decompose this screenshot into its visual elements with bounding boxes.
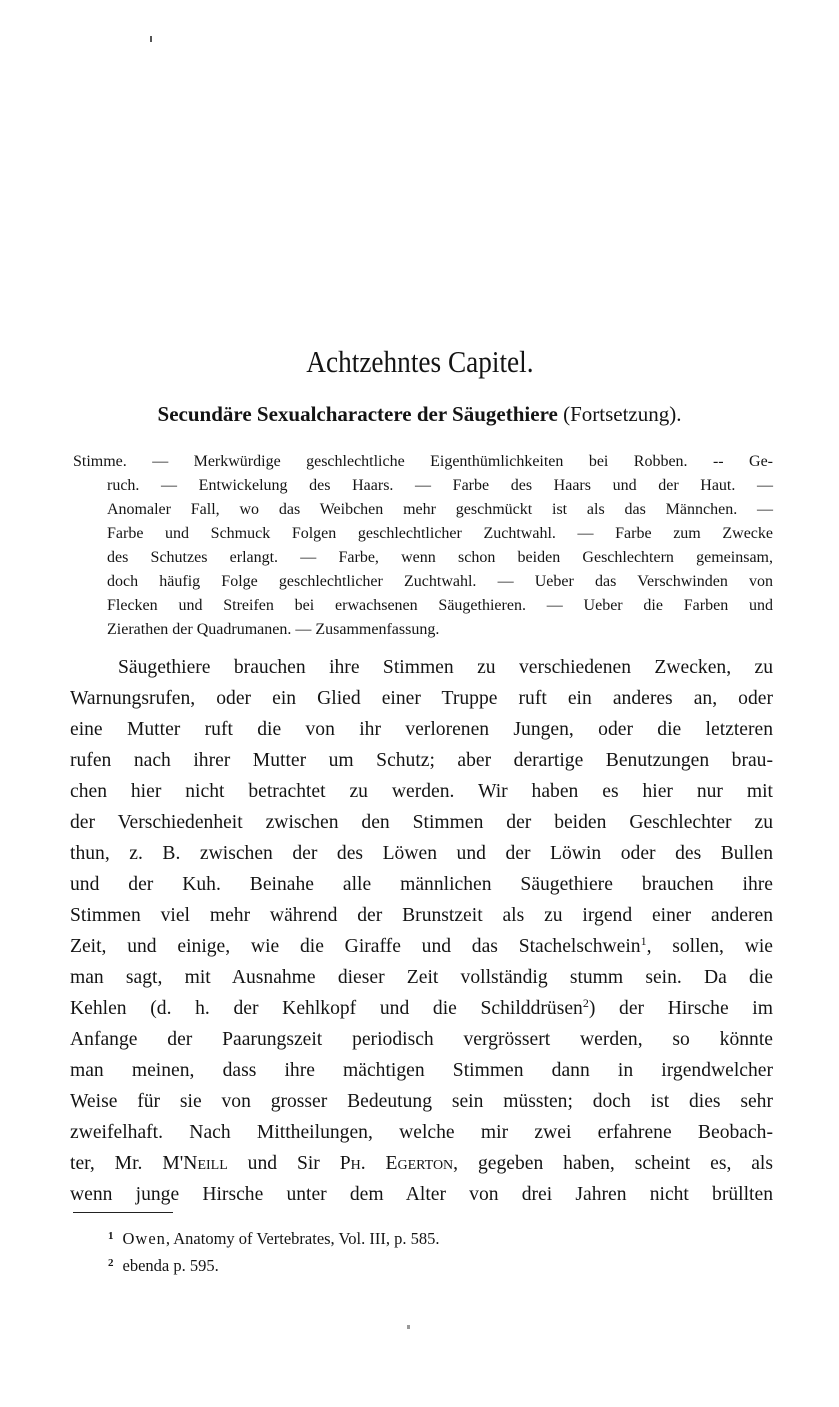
body-line: Warnungsrufen, oder ein Glied einer Truppe ruft ein anderes an, oder [70, 688, 773, 709]
body-text-span: Zeit, und einige, wie die Giraffe und das Stachelschwein [70, 936, 641, 957]
body-line: chen hier nicht betrachtet zu werden. Wir haben es hier nur mit [70, 781, 773, 802]
body-line: rufen nach ihrer Mutter um Schutz; aber derartige Benutzungen brau- [70, 750, 773, 771]
body-line: Stimmen viel mehr während der Brunstzeit als zu irgend einer anderen [70, 905, 773, 926]
body-line: Weise für sie von grosser Bedeutung sein müssten; doch ist dies sehr [70, 1091, 773, 1112]
body-line: der Verschiedenheit zwischen den Stimmen der beiden Geschlechter zu [70, 812, 773, 833]
footnote-divider [73, 1212, 173, 1213]
body-line: thun, z. B. zwischen der des Löwen und der Löwin oder des Bullen [70, 843, 773, 864]
body-line: Anfange der Paarungszeit periodisch vergrössert werden, so könnte [70, 1029, 773, 1050]
summary-line: Zierathen der Quadrumanen. — Zusammenfassung. [107, 621, 440, 638]
body-paragraph [70, 652, 773, 1210]
chapter-title: Achtzehntes Capitel. [306, 344, 534, 379]
chapter-subtitle [0, 402, 839, 427]
subtitle-continuation: (Fortsetzung). [563, 402, 682, 426]
body-line: eine Mutter ruft die von ihr verlorenen Jungen, oder die letzteren [70, 719, 773, 740]
footnote-1 [108, 1224, 708, 1251]
footnote-text: ebenda p. 595. [122, 1256, 219, 1275]
body-line: man sagt, mit Ausnahme dieser Zeit vollständig stumm sein. Da die [70, 967, 773, 988]
body-line: Säugethiere brauchen ihre Stimmen zu verschiedenen Zwecken, zu [118, 657, 773, 678]
body-line [70, 1148, 773, 1179]
body-text-span: , sollen, wie [646, 936, 774, 957]
scan-speck [150, 36, 152, 42]
person-name: Ph. Egerton [339, 1153, 454, 1174]
body-line: zweifelhaft. Nach Mittheilungen, welche mir zwei erfahrene Beobach- [70, 1122, 773, 1143]
footnote-mark: 1 [108, 1230, 114, 1242]
subtitle-main: Secundäre Sexualcharactere der Säugethiere [157, 402, 558, 426]
summary-line: Flecken und Streifen bei erwachsenen Säugethieren. — Ueber die Farben und [107, 597, 773, 614]
body-line: wenn junge Hirsche unter dem Alter von drei Jahren nicht brüllten [70, 1184, 773, 1205]
summary-line: Anomaler Fall, wo das Weibchen mehr geschmückt ist als das Männchen. — [107, 501, 773, 518]
body-line [70, 993, 773, 1024]
body-text-span: Kehlen (d. h. der Kehlkopf und die Schilddrüsen [70, 998, 583, 1019]
summary-line: des Schutzes erlangt. — Farbe, wenn schon beiden Geschlechtern gemeinsam, [107, 549, 773, 566]
footnote-ref-1[interactable]: 1 [640, 934, 647, 948]
body-text-span: ) der Hirsche im [588, 998, 773, 1019]
summary-line: Stimme. — Merkwürdige geschlechtliche Eigenthümlichkeiten bei Robben. -- Ge- [73, 453, 773, 470]
footnote-2 [108, 1251, 708, 1278]
summary-line: Farbe und Schmuck Folgen geschlechtlicher Zuchtwahl. — Farbe zum Zwecke [107, 525, 773, 542]
body-line: und der Kuh. Beinahe alle männlichen Säugethiere brauchen ihre [70, 874, 773, 895]
footnote-ref-2[interactable]: 2 [582, 996, 589, 1010]
footnote-author: Owen [122, 1229, 166, 1248]
chapter-summary [73, 450, 773, 642]
body-text-span: ter, Mr. M' [70, 1153, 184, 1174]
body-line: man meinen, dass ihre mächtigen Stimmen dann in irgendwelcher [70, 1060, 773, 1081]
person-name: Neill [183, 1153, 228, 1174]
footnote-mark: 2 [108, 1257, 114, 1269]
summary-line: ruch. — Entwickelung des Haars. — Farbe des Haars und der Haut. — [107, 477, 773, 494]
footnotes [108, 1224, 708, 1278]
scan-speck [407, 1325, 410, 1329]
body-line [70, 931, 773, 962]
summary-line: doch häufig Folge geschlechtlicher Zuchtwahl. — Ueber das Verschwinden von [107, 573, 773, 590]
body-text-span: und Sir [227, 1153, 340, 1174]
footnote-text: , Anatomy of Vertebrates, Vol. III, p. 585. [165, 1229, 440, 1248]
body-text-span: , gegeben haben, scheint es, als [453, 1153, 774, 1174]
